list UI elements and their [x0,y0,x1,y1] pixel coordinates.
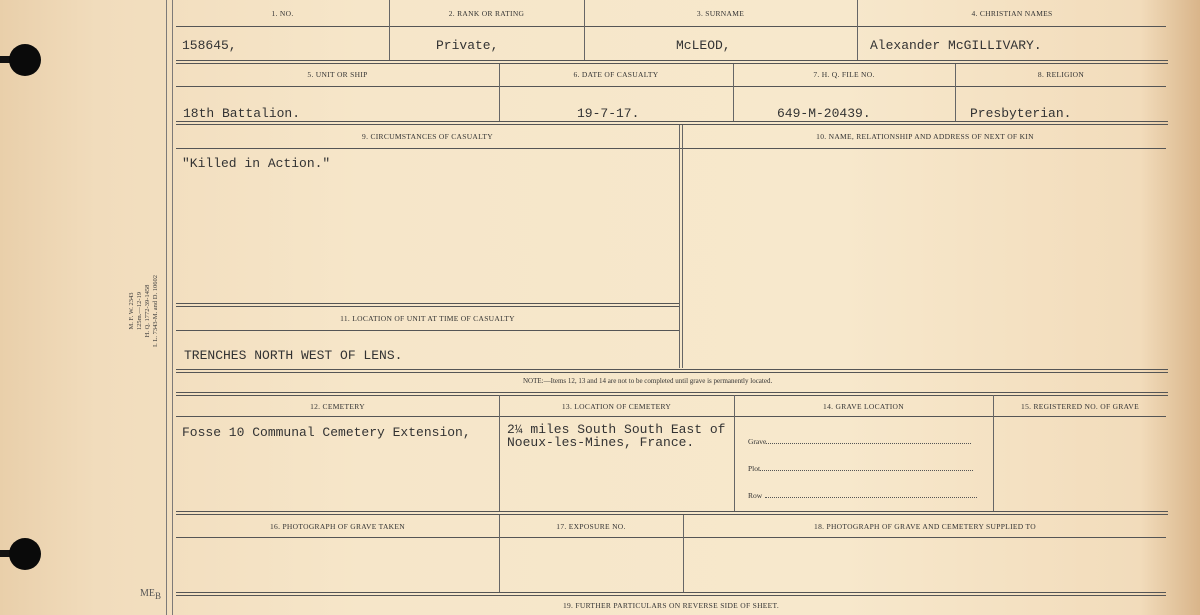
no-label: 1. NO. [271,9,294,18]
surname-label: 3. SURNAME [696,9,745,18]
exposure-no-label: 17. EXPOSURE NO. [556,522,626,531]
registered-no-label: 15. REGISTERED NO. OF GRAVE [1021,402,1139,411]
rank-value: Private, [436,38,499,53]
initials-sub: B [155,591,162,601]
hq-file-value: 649-M-20439. [777,106,871,121]
hq-ref: H. Q. 1772-39-1458 [144,284,151,338]
religion-label: 8. RELIGION [1037,70,1085,79]
grave-field-label: Grave [748,437,767,446]
binder-hole-top [9,44,41,76]
next-of-kin-label: 10. NAME, RELATIONSHIP AND ADDRESS OF NEXT OF KIN [816,132,1034,141]
divider [993,395,994,512]
photo-supplied-label: 18. PHOTOGRAPH OF GRAVE AND CEMETERY SUPPLIED TO [814,522,1036,531]
religion-value: Presbyterian. [970,106,1072,121]
rule [176,416,1166,417]
initials-main: ME [140,588,155,599]
christian-names-label: 4. CHRISTIAN NAMES [971,9,1053,18]
row-field-label: Row [748,491,763,500]
grave-field [748,437,971,446]
print-run: 125m.—12-19 [136,291,143,331]
rule [176,60,1168,64]
unit-value: 18th Battalion. [183,106,301,121]
plot-field-label: Plot [748,464,761,473]
form-code: M. F. W. 2343 [128,292,135,330]
grave-location-label: 14. GRAVE LOCATION [823,402,904,411]
christian-names-value: Alexander McGILLIVARY. [870,38,1042,53]
grave-field-input [766,443,971,444]
cemetery-location-line2: Noeux-les-Mines, France. [507,435,695,450]
circumstances-label: 9. CIRCUMSTANCES OF CASUALTY [362,132,493,141]
no-value: 158645, [182,38,237,53]
cemetery-label: 12. CEMETERY [310,402,365,411]
date-value: 19-7-17. [577,106,640,121]
plot-field-input [760,470,973,471]
location-of-unit-label: 11. LOCATION OF UNIT AT TIME OF CASUALTY [340,314,515,323]
rule [176,330,679,331]
surname-value: McLEOD, [676,38,731,53]
location-of-unit-value: TRENCHES NORTH WEST OF LENS. [184,348,403,363]
row-field-input [765,497,977,498]
divider [499,395,500,512]
grave-note: NOTE:—Items 12, 13 and 14 are not to be completed until grave is permanently located. [523,377,773,385]
rule [176,26,1166,27]
row-field [748,491,977,500]
circumstances-value: "Killed in Action." [182,156,331,171]
rule [176,511,1168,515]
cemetery-value: Fosse 10 Communal Cemetery Extension, [182,425,471,440]
unit-label: 5. UNIT OR SHIP [307,70,368,79]
rank-label: 2. RANK OR RATING [448,9,525,18]
date-label: 6. DATE OF CASUALTY [573,70,659,79]
photo-taken-label: 16. PHOTOGRAPH OF GRAVE TAKEN [270,522,405,531]
footer-note: 19. FURTHER PARTICULARS ON REVERSE SIDE OF SHEET. [562,601,780,610]
hq-file-label: 7. H. Q. FILE NO. [813,70,875,79]
cemetery-location-line1: 2¼ miles South South East of [507,422,726,437]
il-ref: I. L. 7343-M. and D. 10602 [152,274,159,348]
rule [176,392,1168,396]
rule [176,369,1168,373]
divider [679,125,683,368]
rule [176,86,1166,87]
rule [176,537,1166,538]
plot-field [748,464,973,473]
clerk-initials [140,588,161,601]
rule [176,121,1168,125]
rule [176,592,1166,596]
rule [176,148,1166,149]
form-print-info [100,255,180,348]
cemetery-location-label: 13. LOCATION OF CEMETERY [561,402,672,411]
divider [734,395,735,512]
rule [176,303,679,307]
binder-hole-bottom [9,538,41,570]
